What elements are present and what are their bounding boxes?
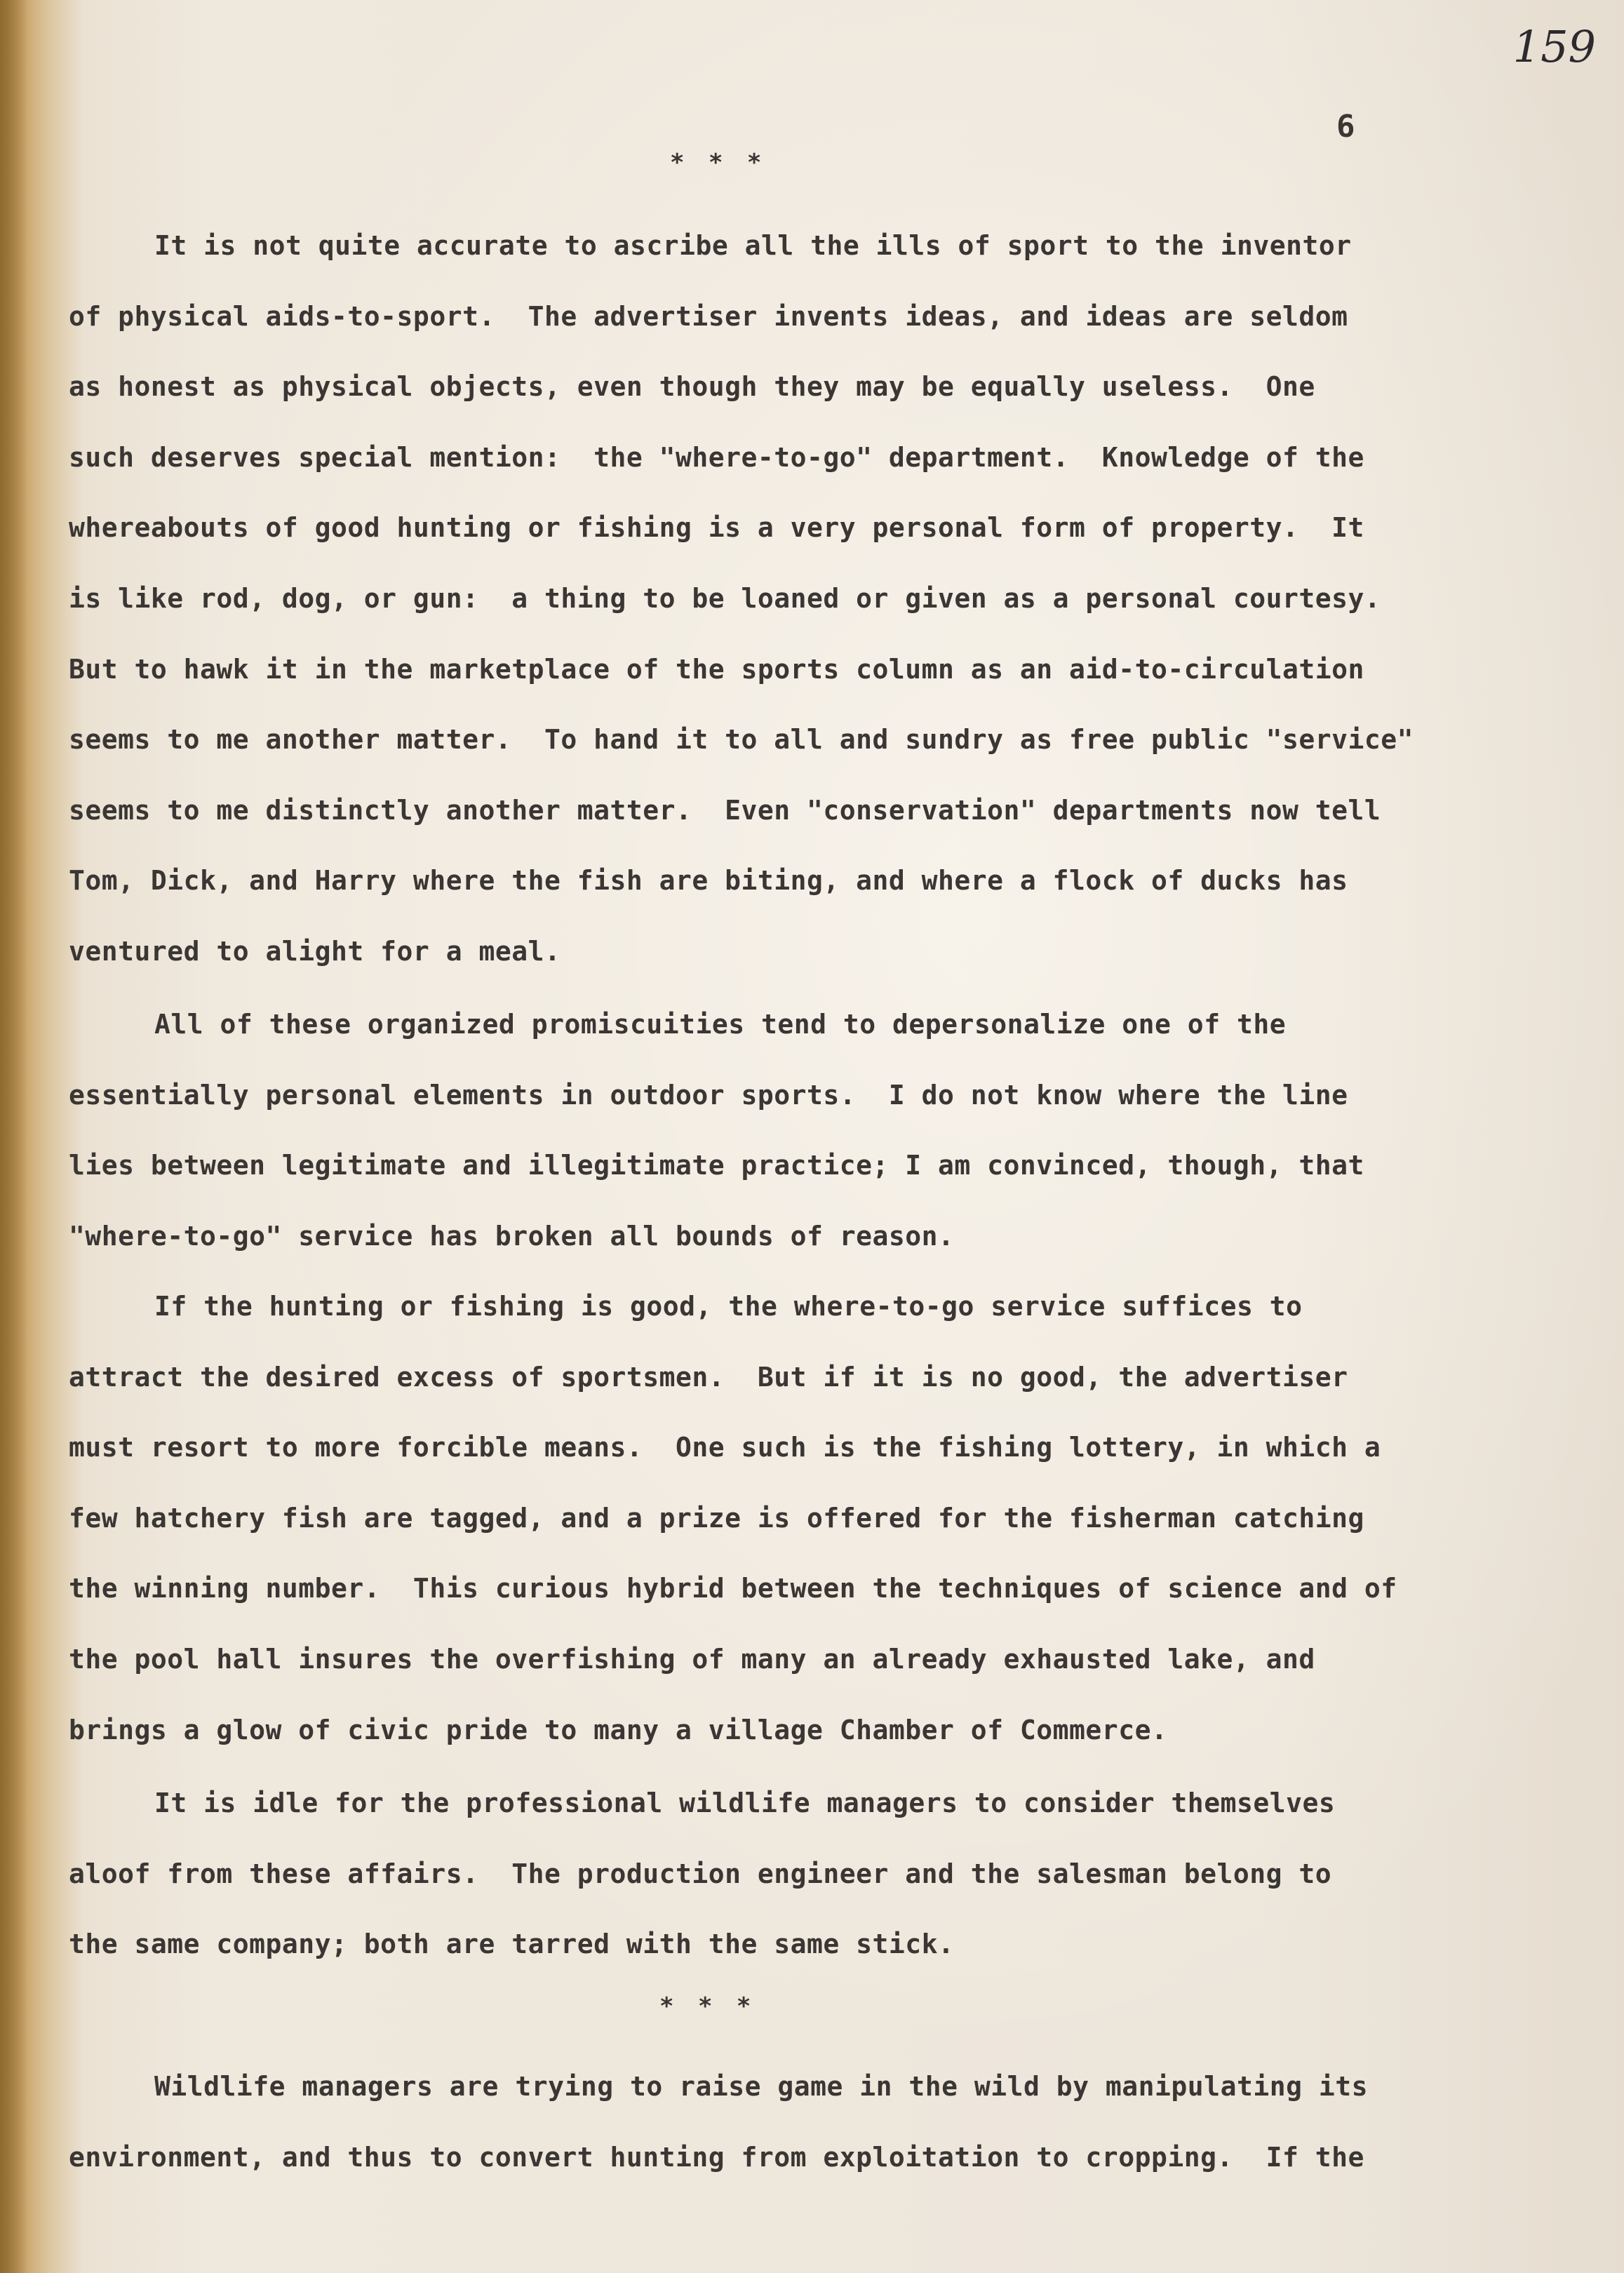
text-line: such deserves special mention: the "where-to-go" department. Knowledge of the [69, 441, 1364, 473]
text-line: It is idle for the professional wildlife managers to consider themselves [154, 1788, 1336, 1818]
page-number: 6 [1336, 109, 1355, 145]
text-line: brings a glow of civic pride to many a village Chamber of Commerce. [69, 1714, 1168, 1745]
text-line: Wildlife managers are trying to raise game in the wild by manipulating its [154, 2071, 1368, 2102]
text-line: essentially personal elements in outdoor sports. I do not know where the line [69, 1079, 1348, 1111]
paragraph-5 [69, 2051, 1528, 2192]
text-line: seems to me another matter. To hand it to all and sundry as free public "service" [69, 724, 1414, 756]
text-line: the pool hall insures the overfishing of many an already exhausted lake, and [69, 1643, 1315, 1675]
text-line: "where-to-go" service has broken all bounds of reason. [69, 1220, 955, 1252]
text-line: lies between legitimate and illegitimate practice; I am convinced, though, that [69, 1150, 1364, 1181]
text-line: seems to me distinctly another matter. Even "conservation" departments now tell [69, 794, 1381, 826]
text-line: If the hunting or fishing is good, the where-to-go service suffices to [154, 1291, 1303, 1322]
text-line: the same company; both are tarred with the same stick. [69, 1929, 955, 1960]
text-line: must resort to more forcible means. One such is the fishing lottery, in which a [69, 1432, 1381, 1463]
text-line: It is not quite accurate to ascribe all the ills of sport to the inventor [154, 230, 1352, 261]
paragraph-2 [69, 989, 1528, 1271]
text-line: as honest as physical objects, even though they may be equally useless. One [69, 371, 1315, 403]
paragraph-1 [69, 210, 1528, 987]
text-line: But to hawk it in the marketplace of the sports column as an aid-to-circulation [69, 653, 1364, 685]
text-line: few hatchery fish are tagged, and a prize is offered for the fisherman catching [69, 1502, 1364, 1534]
archive-page-number: 159 [1512, 21, 1596, 72]
text-line: of physical aids-to-sport. The advertiser invents ideas, and ideas are seldom [69, 300, 1348, 332]
text-line: the winning number. This curious hybrid between the techniques of science and of [69, 1573, 1397, 1604]
text-line: aloof from these affairs. The production engineer and the salesman belong to [69, 1858, 1332, 1889]
text-line: is like rod, dog, or gun: a thing to be loaned or given as a personal courtesy. [69, 582, 1381, 614]
section-separator-mid: * * * [659, 1992, 751, 2020]
paragraph-3 [69, 1271, 1528, 1765]
binding-shadow [0, 0, 28, 2273]
text-line: whereabouts of good hunting or fishing is a very personal form of property. It [69, 512, 1364, 544]
text-line: environment, and thus to convert hunting from exploitation to cropping. If the [69, 2141, 1364, 2173]
section-separator-top: * * * [670, 149, 762, 177]
paragraph-4 [69, 1768, 1528, 1980]
text-line: ventured to alight for a meal. [69, 935, 561, 967]
text-line: attract the desired excess of sportsmen. But if it is no good, the advertiser [69, 1361, 1348, 1393]
text-line: All of these organized promiscuities tend to depersonalize one of the [154, 1009, 1287, 1040]
text-line: Tom, Dick, and Harry where the fish are biting, and where a flock of ducks has [69, 865, 1348, 897]
